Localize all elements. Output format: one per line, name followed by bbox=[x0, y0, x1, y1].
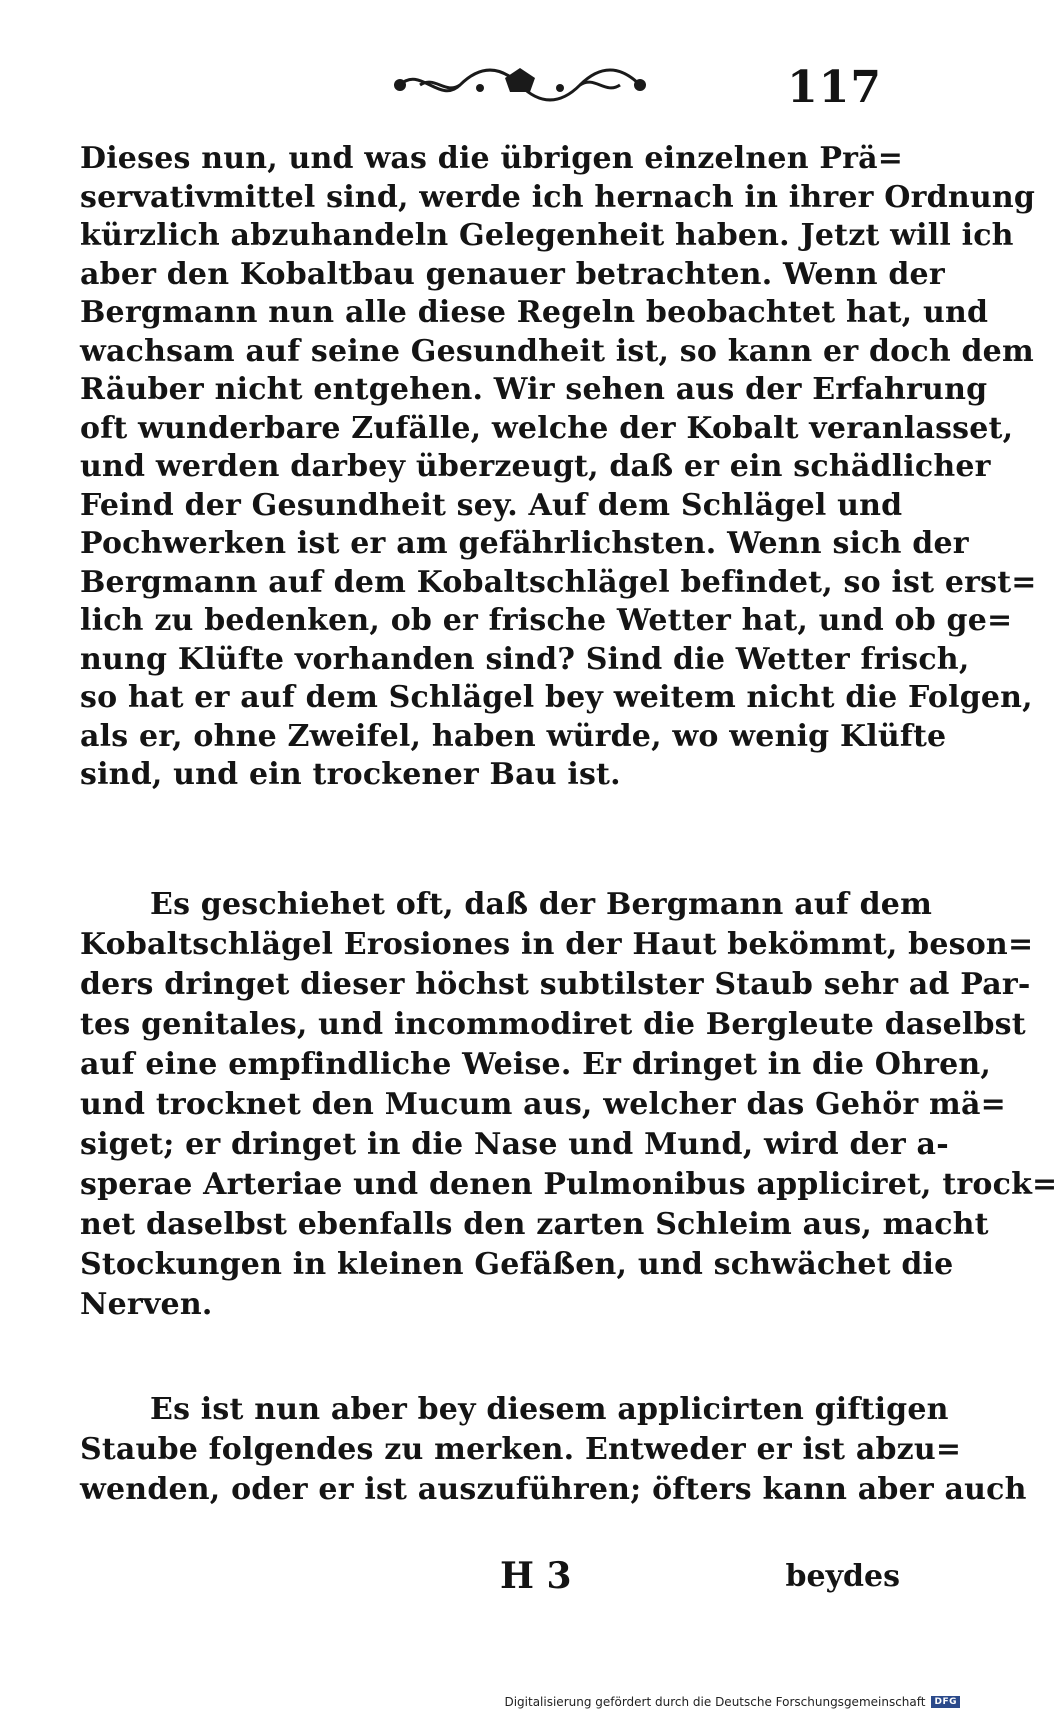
text-line: Es geschiehet oft, daß der Bergmann auf dem bbox=[150, 887, 933, 922]
page-header bbox=[80, 60, 900, 120]
text-line: Bergmann nun alle diese Regeln beobachtet hat, und bbox=[80, 295, 989, 330]
text-line: servativmittel sind, werde ich hernach in ihrer Ordnung bbox=[80, 179, 1036, 215]
text-line: oft wunderbare Zufälle, welche der Kobalt veranlasset, bbox=[80, 410, 1014, 446]
text-line: Kobaltschlägel Erosiones in der Haut bekömmt, beson= bbox=[80, 927, 1034, 962]
catchword: beydes bbox=[785, 1559, 900, 1594]
text-line: so hat er auf dem Schlägel bey weitem nicht die Folgen, bbox=[80, 680, 1033, 715]
text-line: Staube folgendes zu merken. Entweder er ist abzu= bbox=[80, 1432, 962, 1467]
text-line: als er, ohne Zweifel, haben würde, wo wenig Klüfte bbox=[80, 718, 947, 754]
text-line: Stockungen in kleinen Gefäßen, und schwächet die bbox=[80, 1247, 954, 1282]
signature-mark: H 3 bbox=[500, 1555, 572, 1597]
text-line: Bergmann auf dem Kobaltschlägel befindet, so ist erst= bbox=[80, 564, 1037, 600]
text-line: aber den Kobaltbau genauer betrachten. Wenn der bbox=[80, 256, 945, 292]
credit-text: Digitalisierung gefördert durch die Deutsche Forschungsgemeinschaft bbox=[504, 1695, 926, 1709]
text-line: ders dringet dieser höchst subtilster Staub sehr ad Par- bbox=[80, 967, 1031, 1002]
text-line: wenden, oder er ist auszuführen; öfters kann aber auch bbox=[80, 1472, 1027, 1507]
paragraph-3 bbox=[80, 1390, 1027, 1510]
text-line: sind, und ein trockener Bau ist. bbox=[80, 757, 621, 792]
page-footer bbox=[80, 1555, 900, 1605]
text-line: auf eine empfindliche Weise. Er dringet in die Ohren, bbox=[80, 1047, 992, 1082]
paragraph-1 bbox=[80, 140, 1037, 795]
text-line: Nerven. bbox=[80, 1287, 213, 1322]
text-line: wachsam auf seine Gesundheit ist, so kann er doch dem bbox=[80, 333, 1034, 369]
dfg-logo-icon: DFG bbox=[931, 1696, 960, 1708]
text-line: tes genitales, und incommodiret die Bergleute daselbst bbox=[80, 1007, 1026, 1042]
text-line: Es ist nun aber bey diesem applicirten giftigen bbox=[150, 1392, 949, 1427]
text-line: net daselbst ebenfalls den zarten Schleim aus, macht bbox=[80, 1207, 989, 1242]
text-line: sperae Arteriae und denen Pulmonibus appliciret, trock= bbox=[80, 1167, 1057, 1202]
text-line: siget; er dringet in die Nase und Mund, wird der a- bbox=[80, 1127, 949, 1162]
text-line: Feind der Gesundheit sey. Auf dem Schlägel und bbox=[80, 487, 903, 523]
page-number: 117 bbox=[787, 62, 882, 113]
digitization-credit bbox=[504, 1695, 960, 1709]
paragraph-2 bbox=[80, 885, 1057, 1325]
text-line: und trocknet den Mucum aus, welcher das Gehör mä= bbox=[80, 1087, 1006, 1122]
text-line: Räuber nicht entgehen. Wir sehen aus der Erfahrung bbox=[80, 372, 988, 407]
printers-ornament-icon bbox=[380, 60, 660, 110]
text-line: und werden darbey überzeugt, daß er ein schädlicher bbox=[80, 449, 991, 484]
text-line: lich zu bedenken, ob er frische Wetter hat, und ob ge= bbox=[80, 603, 1013, 638]
text-line: Pochwerken ist er am gefährlichsten. Wenn sich der bbox=[80, 526, 969, 561]
text-line: kürzlich abzuhandeln Gelegenheit haben. Jetzt will ich bbox=[80, 218, 1014, 253]
text-line: Dieses nun, und was die übrigen einzelnen Prä= bbox=[80, 141, 904, 176]
text-line: nung Klüfte vorhanden sind? Sind die Wetter frisch, bbox=[80, 641, 970, 677]
